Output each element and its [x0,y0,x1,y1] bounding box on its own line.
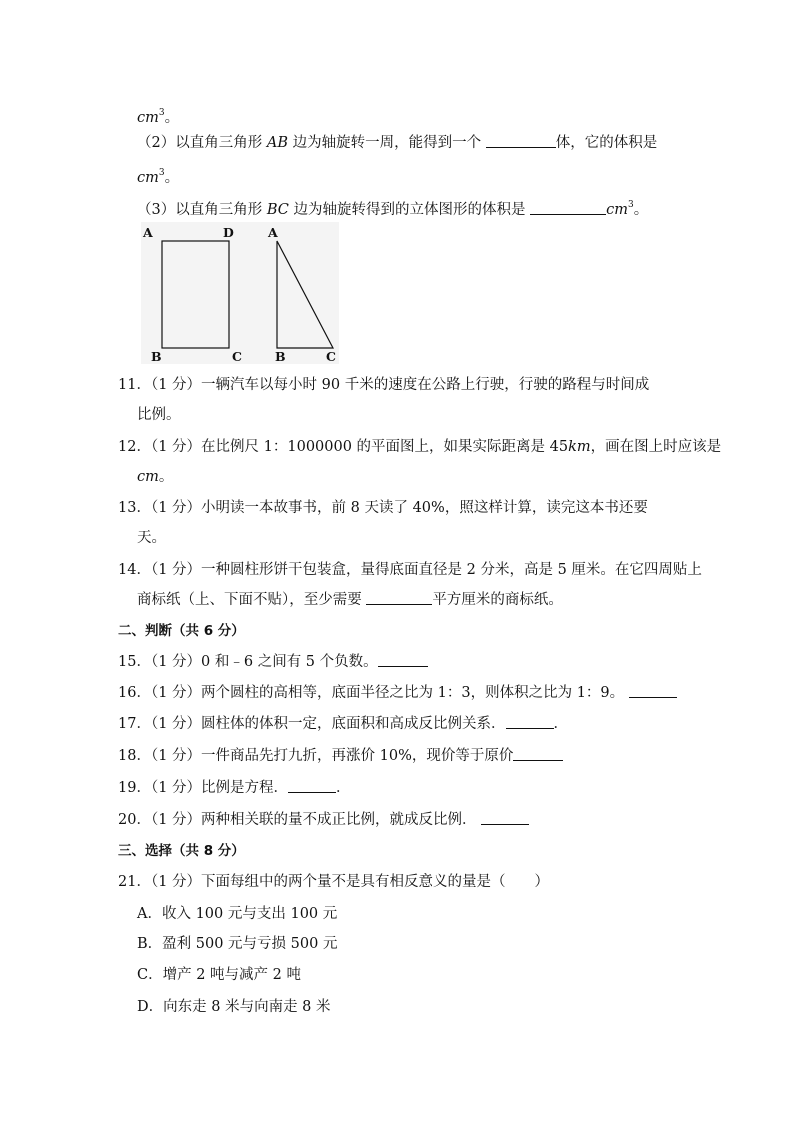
tri-label-c: C [326,349,336,364]
q18-line [118,746,563,766]
punct: 。 [158,469,174,485]
q20-line [118,810,529,830]
unit-sup: 3 [158,168,165,178]
q16-line [118,683,677,703]
answer-blank[interactable] [366,590,432,605]
text: 17．（1 分）圆柱体的体积一定，底面积和高成反比例关系． [118,716,506,732]
answer-blank[interactable] [513,746,563,761]
q21-option-b[interactable]: B．盈利 500 元与亏损 500 元 [137,936,338,952]
punct: ． [553,716,569,732]
punct: 。 [164,110,180,126]
q19-line [118,778,351,798]
unit-cm: cm [137,170,159,186]
q11-line2: 比例。 [137,407,181,423]
text: （2）以直角三角形 [137,135,267,151]
text: ，画在图上时应该是 [590,439,722,455]
tri-label-b: B [275,349,286,364]
unit-sup: 3 [627,200,634,210]
rect-label-a: A [143,225,153,240]
unit-cm: cm [606,202,628,218]
answer-blank[interactable] [629,683,677,698]
unit-cm: cm [137,469,159,485]
q12-line2 [137,467,173,487]
q21-line: 21．（1 分）下面每组中的两个量不是具有相反意义的量是（ ） [118,874,550,890]
text: 体，它的体积是 [555,135,658,151]
answer-blank[interactable] [288,778,336,793]
q13-line2: 天。 [137,530,166,546]
q15-line [118,652,428,672]
text: 20．（1 分）两种相关联的量不成正比例，就成反比例． [118,812,482,828]
text: 18．（1 分）一件商品先打九折，再涨价 10%，现价等于原价 [118,748,514,764]
unit-cm: cm [137,110,159,126]
q21-option-a[interactable]: A．收入 100 元与支出 100 元 [137,906,338,922]
answer-blank[interactable] [378,652,428,667]
rect-label-c: C [232,349,242,364]
q21-option-d[interactable]: D．向东走 8 米与向南走 8 米 [137,999,331,1015]
text: 15．（1 分）0 和﹣6 之间有 5 个负数。 [118,654,378,670]
q14-line2 [137,590,563,610]
figure-background [141,222,339,364]
q17-line [118,714,568,734]
punct: ． [336,780,351,796]
text: 12．（1 分）在比例尺 1：1000000 的平面图上，如果实际距离是 45 [118,439,569,455]
answer-blank[interactable] [481,810,529,825]
section-title-choice: 三、选择（共 8 分） [118,843,245,859]
punct: 。 [164,170,180,186]
label-bc: BC [266,202,289,218]
text: （3）以直角三角形 [137,202,267,218]
q13-line1: 13．（1 分）小明读一本故事书，前 8 天读了 40%，照这样计算，读完这本书还要 [118,500,648,516]
text: 边为轴旋转得到的立体图形的体积是 [288,202,531,218]
label-ab: AB [266,135,288,151]
q21-option-c[interactable]: C．增产 2 吨与减产 2 吨 [137,967,301,983]
rect-label-b: B [151,349,162,364]
q14-line1: 14．（1 分）一种圆柱形饼干包装盒，量得底面直径是 2 分米，高是 5 厘米。在它四周贴上 [118,562,702,578]
punct: 。 [633,202,649,218]
section-title-judgement: 二、判断（共 6 分） [118,623,245,639]
rect-label-d: D [223,225,234,240]
unit-km: km [568,439,591,455]
q11-line1: 11．（1 分）一辆汽车以每小时 90 千米的速度在公路上行驶，行驶的路程与时间成 [118,377,650,393]
text: 商标纸（上、下面不贴），至少需要 [137,592,367,608]
text: 边为轴旋转一周，能得到一个 [287,135,486,151]
text: 16．（1 分）两个圆柱的高相等，底面半径之比为 1：3，则体积之比为 1：9。 [118,685,629,701]
text: 平方厘米的商标纸。 [432,592,563,608]
unit-sup: 3 [158,108,165,118]
q12-line1 [118,437,721,457]
tri-label-a: A [268,225,278,240]
text: 19．（1 分）比例是方程． [118,780,289,796]
answer-blank[interactable] [506,714,554,729]
